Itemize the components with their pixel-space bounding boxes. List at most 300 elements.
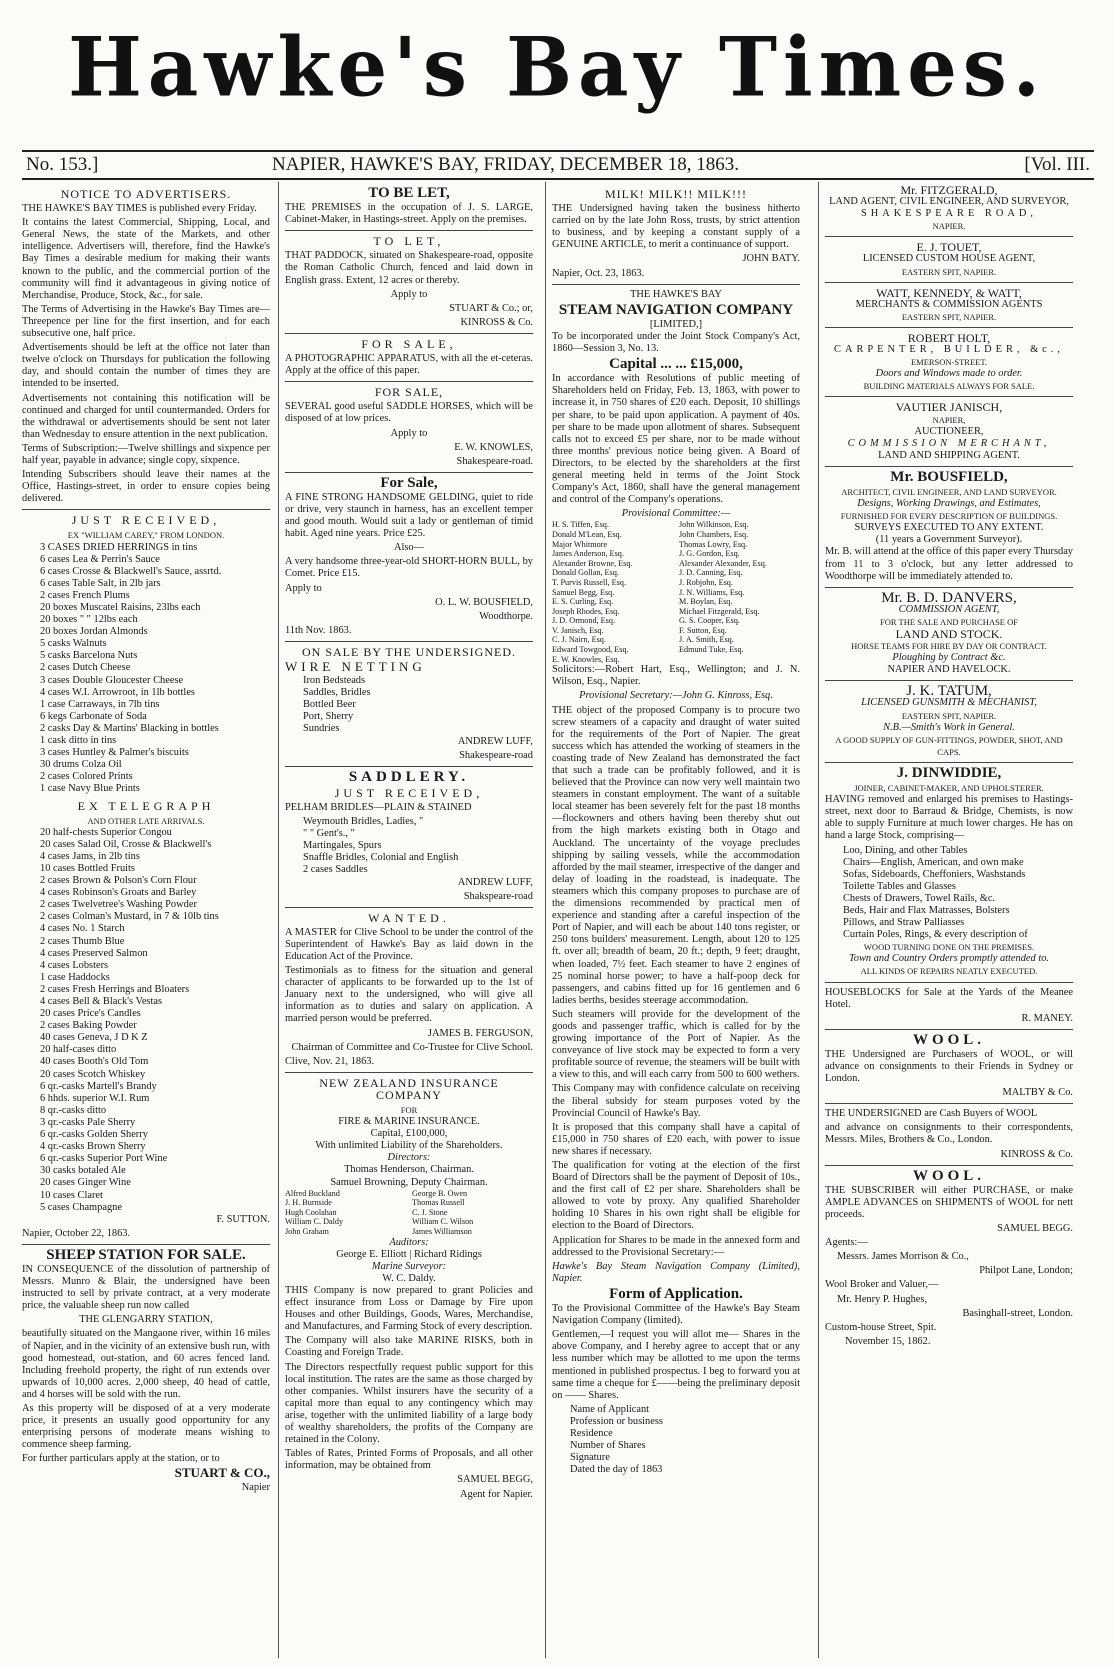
divider	[285, 381, 533, 382]
divider	[285, 766, 533, 767]
ad-text: beautifully situated on the Mangaone river, within 16 miles of Napier, and in the vicinity of an extensive bush run, with good homestead, out-station, and 60 acres fenced land. Including freehold property, the right of run extends over upwards of 10,000 acres. 2,000 sheep, 40 head of cattle, and 4 horses will be sold with the run.	[22, 1328, 270, 1400]
business-name: J. K. TATUM,	[906, 683, 992, 700]
telegraph-heading: EX TELEGRAPH	[77, 798, 215, 813]
ad-text: IN CONSEQUENCE of the dissolution of partnership of Messrs. Munro & Blair, the undersigned have been instructed to sell by private contract, at a very moderate price, the valuable sheep run now called	[22, 1263, 270, 1312]
list-item: 40 cases Booth's Old Tom	[40, 1056, 149, 1068]
steam-capital: Capital ... ... £15,000,	[609, 356, 743, 373]
list-item: 6 qr.-casks Martell's Brandy	[40, 1080, 157, 1092]
deputy-chairman: Samuel Browning, Deputy Chairman.	[330, 1176, 488, 1188]
for-sale-heading: FOR SALE,	[361, 336, 457, 351]
committee-member: Thomas Lowry, Esq.	[679, 539, 748, 549]
list-item: 10 cases Claret	[40, 1189, 103, 1201]
milk-heading: MILK! MILK!! MILK!!!	[605, 187, 747, 201]
wanted-heading: WANTED.	[368, 910, 450, 925]
ad-text: THAT PADDOCK, situated on Shakespeare-road, opposite the Roman Catholic Church, fenced and laid down in English grass. Extent, 12 acres or thereby.	[285, 250, 533, 286]
chairman: Thomas Henderson, Chairman.	[344, 1164, 474, 1176]
business-desc: (11 years a Government Surveyor).	[875, 534, 1023, 546]
business-desc: LICENSED CUSTOM HOUSE AGENT,	[862, 253, 1036, 265]
column-rule	[818, 182, 819, 1658]
list-item: 2 cases Colored Prints	[40, 771, 133, 783]
divider	[285, 472, 533, 473]
surveyor-heading: Marine Surveyor:	[371, 1260, 447, 1272]
committee-member: John Chambers, Esq.	[679, 529, 749, 539]
divider	[825, 327, 1073, 328]
issue-date: NAPIER, HAWKE'S BAY, FRIDAY, DECEMBER 18, 1863.	[272, 154, 739, 175]
list-item: 2 cases Saddles	[303, 864, 368, 876]
business-place: NAPIER.	[932, 221, 966, 232]
ad-text: In accordance with Resolutions of public meeting of Shareholders held on Friday, Feb. 13, 1863, with power to increase it, in 750 shares of £20 each. Deposit, 10 shillings per share, to be paid upon application. A payment of 40s. per share to be made upon allotment of shares. Subsequent calls not to exceed £5 per share, nor to be made without three months' previous notice being given. A Board of Directors, to be elected by the shareholders at the first general meeting held in terms of the Joint Stock Company's Act, 1860, shall have the general management and control of the Company's operations.	[552, 373, 800, 506]
form-field-label: Number of Shares	[570, 1440, 646, 1452]
insurance-for: FOR	[400, 1105, 418, 1115]
business-desc: Designs, Working Drawings, and Estimates,	[857, 498, 1041, 510]
signature: JAMES B. FERGUSON,	[427, 1027, 533, 1039]
list-item: 4 cases Robinson's Groats and Barley	[40, 887, 197, 899]
list-item: 4 cases Preserved Salmon	[40, 947, 148, 959]
business-desc: FURNISHED FOR EVERY DESCRIPTION OF BUILDINGS.	[840, 511, 1058, 522]
steam-heading: STEAM NAVIGATION COMPANY	[558, 301, 794, 318]
director-name: Thomas Russell	[412, 1198, 465, 1208]
ad-text: It is proposed that this company shall have a capital of £15,000 in 750 shares of £20 each, with power to issue new shares if necessary.	[552, 1121, 800, 1157]
ad-text: For further particulars apply at the station, or to	[22, 1453, 220, 1465]
ad-text: Basinghall-street, London.	[962, 1307, 1073, 1319]
list-item: 6 kegs Carbonate of Soda	[40, 710, 147, 722]
signature: Chairman of Committee and Co-Trustee for Clive School.	[291, 1041, 533, 1053]
committee-list	[552, 520, 800, 664]
business-desc: AUCTIONEER,	[914, 425, 984, 437]
committee-member: Alexander Alexander, Esq.	[679, 558, 767, 568]
divider	[825, 1165, 1073, 1166]
signature: R. MANEY.	[1021, 1012, 1073, 1024]
list-item: 2 cases French Plums	[40, 589, 130, 601]
list-item: Loo, Dining, and other Tables	[843, 844, 968, 856]
signature: Shakespeare-road	[459, 749, 533, 761]
business-desc: NAPIER AND HAVELOCK.	[887, 664, 1011, 676]
committee-member: Samuel Begg, Esq.	[552, 587, 615, 597]
telegraph-subheading: AND OTHER LATE ARRIVALS.	[87, 815, 205, 826]
business-name: WATT, KENNEDY, & WATT,	[876, 285, 1022, 300]
notice-text: Advertisements should be left at the office not later than twelve o'clock on Thursdays for publication the following day, and should contain the number of times they are intended to be inserted.	[22, 342, 270, 390]
dateline	[22, 150, 1094, 180]
column-rule	[545, 182, 546, 1658]
divider	[825, 282, 1073, 283]
committee-member: Alexander Browne, Esq.	[552, 558, 633, 568]
ad-text: THE SUBSCRIBER will either PURCHASE, or make AMPLE ADVANCES on SHIPMENTS of WOOL for nett proceeds.	[825, 1184, 1073, 1220]
list-item: 2 cases Dutch Cheese	[40, 662, 131, 674]
ad-text: THE PREMISES in the occupation of J. S. LARGE, Cabinet-Maker, in Hastings-street. Apply on the premises.	[285, 202, 533, 226]
director-name: James Williamson	[412, 1227, 472, 1237]
list-item: Chests of Drawers, Towel Rails, &c.	[843, 892, 996, 904]
directors-heading: Directors:	[387, 1152, 431, 1164]
ad-text: Mr. B. will attend at the office of this paper every Thursday from 11 to 3 o'clock, but any letter addressed to Woodthorpe will be immediately attended to.	[825, 546, 1073, 582]
business-address: EASTERN SPIT, NAPIER.	[901, 710, 997, 721]
list-item: 1 case Haddocks	[40, 971, 110, 983]
list-item: 6 qr.-casks Superior Port Wine	[40, 1153, 168, 1165]
dateline-text: Napier, Oct. 23, 1863.	[552, 267, 645, 279]
business-desc: LAND AND STOCK.	[895, 627, 1003, 641]
list-item: 4 cases Bell & Black's Vestas	[40, 996, 163, 1007]
ad-text: Testimonials as to fitness for the situation and general character of applicants to be forwarded up to the 1st of January next to the undersigned, who will give all information as to duties and salary on application. A married person would be preferred.	[285, 965, 533, 1025]
for-sale-heading: FOR SALE,	[374, 385, 444, 400]
notice-text: The Terms of Advertising in the Hawke's Bay Times are—Threepence per line for the first insertion, and for each subsecutive one, half price.	[22, 303, 270, 340]
sheep-station-heading: SHEEP STATION FOR SALE.	[46, 1246, 246, 1263]
committee-member: J. D. Canning, Esq.	[679, 568, 743, 578]
list-item: WIRE NETTING	[285, 659, 426, 674]
notice-text: Intending Subscribers should leave their names at the Office, Hastings-street, in order to ensure copies being delivered.	[22, 469, 270, 505]
list-item: 2 cases Brown & Polson's Corn Flour	[40, 875, 197, 887]
column-3	[552, 184, 800, 1660]
ad-text: A very handsome three-year-old SHORT-HORN BULL, by Comet. Price £15.	[285, 556, 533, 580]
ad-text: Custom-house Street, Spit.	[825, 1321, 937, 1333]
form-field-label: Residence	[570, 1427, 613, 1439]
list-item: 8 qr.-casks ditto	[40, 1104, 107, 1116]
committee-member: J. A. Smith, Esq.	[679, 635, 734, 645]
business-name: J. DINWIDDIE,	[896, 764, 1002, 781]
ad-text: A PHOTOGRAPHIC APPARATUS, with all the et-ceteras. Apply at the office of this paper.	[285, 353, 533, 377]
ad-text: and advance on consignments to their correspondents, Messrs. Miles, Brothers & Co., London.	[825, 1122, 1073, 1146]
issue-number: No. 153.]	[26, 154, 99, 175]
business-place: NAPIER,	[932, 414, 966, 425]
signature: STUART & Co.; or,	[449, 302, 533, 314]
signature: Shakspeare-road	[463, 890, 533, 902]
list-item: 3 CASES DRIED HERRINGS in tins	[40, 541, 198, 553]
list-item: Snaffle Bridles, Colonial and English	[303, 852, 459, 864]
committee-member: Donald Gollan, Esq.	[552, 568, 619, 578]
notice-heading: NOTICE TO ADVERTISERS.	[60, 187, 232, 201]
business-name: E. J. TOUET,	[916, 240, 982, 255]
list-item: 5 casks Walnuts	[40, 638, 107, 650]
director-name: William C. Wilson	[412, 1217, 474, 1227]
list-item: 2 casks Day & Martins' Blacking in bottles	[40, 722, 219, 734]
committee-member: T. Purvis Russell, Esq.	[552, 577, 626, 587]
list-item: 20 half-chests Superior Congou	[40, 826, 172, 838]
signature: E. W. KNOWLES,	[454, 441, 533, 453]
column-4	[825, 184, 1073, 1660]
station-name: THE GLENGARRY STATION,	[79, 1314, 213, 1326]
committee-member: Donald M'Lean, Esq.	[552, 529, 622, 539]
ad-text: Also—	[393, 542, 425, 554]
newspaper-title: Hawke's Bay Times.	[68, 19, 1046, 116]
list-item: 6 cases Lea & Perrin's Sauce	[40, 553, 160, 565]
committee-member: J. N. Williams, Esq.	[679, 587, 745, 597]
ad-text: To the Provisional Committee of the Hawke's Bay Steam Navigation Company (limited).	[552, 1303, 800, 1327]
apply-text: Apply to	[390, 427, 428, 439]
directors-list	[285, 1189, 533, 1237]
divider	[825, 982, 1073, 983]
signature: Shakespeare-road.	[456, 455, 533, 467]
list-item: Beds, Hair and Flax Matrasses, Bolsters	[843, 904, 1010, 916]
list-item: 2 cases Fresh Herrings and Bloaters	[40, 983, 190, 995]
ad-text: Provisional Secretary:—John G. Kinross, Esq.	[579, 690, 773, 702]
committee-member: Edmund Tuke, Esq.	[679, 645, 744, 655]
list-item: 5 cases Champagne	[40, 1201, 122, 1213]
ad-text: Mr. Henry P. Hughes,	[837, 1293, 928, 1305]
ad-text: Solicitors:—Robert Hart, Esq., Wellington; and J. N. Wilson, Esq., Napier.	[552, 664, 800, 688]
divider	[285, 333, 533, 334]
director-name: Hugh Coolahan	[285, 1207, 337, 1217]
business-address: EASTERN SPIT, NAPIER.	[901, 311, 997, 322]
surveyor: W. C. Daldy.	[382, 1272, 436, 1284]
business-desc: ALL KINDS OF REPAIRS NEATLY EXECUTED.	[860, 966, 1038, 977]
list-item: 2 cases Baking Powder	[40, 1020, 137, 1032]
committee-member: Edward Towgood, Esq.	[552, 645, 629, 655]
business-desc: ARCHITECT, CIVIL ENGINEER, AND LAND SURVEYOR.	[841, 486, 1057, 497]
steam-preheading: THE HAWKE'S BAY	[630, 288, 722, 300]
insurance-heading: NEW ZEALAND INSURANCE COMPANY	[319, 1075, 499, 1102]
ad-text: A FINE STRONG HANDSOME GELDING, quiet to ride or drive, very staunch in harness, has an excellent temper and good mouth. Would suit a lady or gentleman of timid habit. Aged nine years. Price £25.	[285, 491, 533, 540]
director-name: George B. Owen	[412, 1188, 468, 1198]
committee-member: Major Whitmore	[552, 539, 608, 549]
form-field-label: Profession or business	[570, 1415, 663, 1427]
column-rule	[278, 182, 279, 1658]
business-desc: FOR THE SALE AND PURCHASE OF	[880, 616, 1018, 627]
business-desc: COMMISSION MERCHANT,	[847, 437, 1051, 449]
divider	[22, 509, 270, 510]
business-desc: CARPENTER, BUILDER, &c.,	[834, 344, 1064, 356]
business-address: SHAKESPEARE ROAD,	[861, 208, 1037, 220]
director-name: Alfred Buckland	[285, 1188, 340, 1198]
business-desc: Ploughing by Contract &c.	[892, 652, 1006, 664]
to-let-heading: TO LET,	[373, 234, 445, 249]
committee-member: Joseph Rhodes, Esq.	[552, 606, 620, 616]
signature: Agent for Napier.	[460, 1488, 533, 1500]
signature: JOHN BATY.	[742, 253, 800, 265]
list-item: 20 boxes Muscatel Raisins, 23lbs each	[40, 602, 201, 613]
just-received-subheading: EX "WILLIAM CAREY," FROM LONDON.	[67, 530, 225, 541]
business-desc: WOOD TURNING DONE ON THE PREMISES.	[863, 942, 1035, 953]
ad-text: Hawke's Bay Steam Navigation Company (Limited), Napier.	[552, 1260, 800, 1284]
for-sale-heading: For Sale,	[380, 474, 438, 491]
list-item: Curtain Poles, Rings, & every description of	[843, 929, 1028, 941]
ad-text: Messrs. James Morrison & Co.,	[837, 1251, 969, 1263]
committee-member: H. S. Tiffen, Esq.	[552, 520, 609, 530]
ad-text: THE Undersigned having taken the business hitherto carried on by the late John Ross, trusts, by strict attention to business, and by keeping a constant supply of a GENUINE ARTICLE, to merit a continuance of support.	[552, 203, 800, 251]
list-item: Port, Sherry	[303, 711, 354, 723]
form-heading: Form of Application.	[609, 1285, 743, 1302]
business-desc: A GOOD SUPPLY OF GUN-FITTINGS, POWDER, SHOT, AND CAPS.	[835, 734, 1063, 757]
list-item: 3 cases Double Gloucester Cheese	[40, 674, 184, 686]
apply-text: Apply to	[285, 582, 322, 594]
dateline-text: 11th Nov. 1863.	[285, 624, 352, 636]
list-item: 1 case Carraways, in 7lb tins	[40, 698, 160, 710]
business-name: VAUTIER JANISCH,	[895, 400, 1003, 415]
business-desc: N.B.—Smith's Work in General.	[883, 721, 1015, 733]
divider	[285, 230, 533, 231]
business-desc: LAND AGENT, CIVIL ENGINEER, AND SURVEYOR,	[829, 196, 1069, 208]
apply-text: Apply to	[390, 288, 428, 300]
form-fields	[552, 1404, 800, 1477]
business-desc: HORSE TEAMS FOR HIRE BY DAY OR CONTRACT.	[851, 641, 1047, 652]
notice-text: It contains the latest Commercial, Shipping, Local, and General News, the state of the Markets, and other intelligence. Advertisers will, therefore, find the Hawke's Bay Times a desirable medium for making their wants known to the public, and the commercial portion of the community will find it advantageous in giving notice of Merchandise, Produce, Stock, &c., for sale.	[22, 217, 270, 301]
divider	[22, 1244, 270, 1245]
list-item: 6 hhds. superior W.I. Rum	[40, 1092, 150, 1104]
committee-member: E. W. Knowles, Esq.	[552, 654, 620, 664]
list-item: 10 cases Bottled Fruits	[40, 862, 135, 874]
divider	[825, 466, 1073, 467]
committee-heading: Provisional Committee:—	[621, 508, 731, 520]
divider	[825, 1103, 1073, 1104]
divider	[825, 236, 1073, 237]
list-item: 2 cases Twelvetree's Washing Powder	[40, 899, 197, 911]
signature: STUART & CO.,	[174, 1465, 270, 1481]
just-received-heading: JUST RECEIVED,	[71, 513, 221, 528]
signature: KINROSS & Co.	[460, 316, 533, 328]
divider	[285, 641, 533, 642]
ad-text: THE UNDERSIGNED are Cash Buyers of WOOL	[825, 1108, 1038, 1120]
list-item: 1 cask ditto in tins	[40, 735, 117, 747]
list-item: 20 half-cases ditto	[40, 1044, 117, 1056]
ad-text: The Company will also take MARINE RISKS, both in Coasting and Foreign Trade.	[285, 1335, 533, 1359]
masthead	[0, 8, 1114, 128]
steam-limited: [LIMITED,]	[649, 318, 703, 330]
ad-text: Gentlemen,—I request you will allot me— Shares in the above Company, and I hereby agree to accept that or any less number which may be allotted to me upon the terms mentioned in published prospectus. I beg to forward you at same time a cheque for £——being the preliminary deposit on —— Shares.	[552, 1329, 800, 1401]
list-item: 3 qr.-casks Pale Sherry	[40, 1116, 136, 1128]
signature: F. SUTTON.	[216, 1213, 270, 1225]
list-item: 30 casks botaled Ale	[40, 1165, 126, 1177]
list-item: Saddles, Bridles	[303, 687, 371, 699]
list-item: 3 cases Huntley & Palmer's biscuits	[40, 747, 189, 759]
list-item: 6 qr.-casks Golden Sherry	[40, 1129, 148, 1141]
committee-member: John Wilkinson, Esq.	[679, 520, 749, 530]
list-item: 4 qr.-casks Brown Sherry	[40, 1141, 146, 1153]
saddlery-heading: SADDLERY.	[348, 768, 470, 785]
list-item: Pillows, and Straw Palliasses	[843, 917, 965, 929]
column-1	[22, 184, 270, 1660]
list-item: 20 cases Ginger Wine	[40, 1177, 131, 1189]
committee-member: J. Robjohn, Esq.	[679, 577, 733, 587]
list-item: Sundries	[303, 723, 340, 735]
ad-text: The Directors respectfully request public support for this local institution. The rates are the same as those charged by other companies. Whilst insurers have the security of a capital more than equal to any contingency which may arise, together with the unlimited liability of a large body of wealthy shareholders, the profits of the Company are retained in the Colony.	[285, 1361, 533, 1446]
list-item: Sofas, Sideboards, Cheffoniers, Washstands	[843, 868, 1026, 880]
signature: ANDREW LUFF,	[457, 876, 533, 888]
on-sale-heading: ON SALE BY THE UNDERSIGNED.	[302, 644, 516, 659]
list-item: 20 boxes " " 12lbs each	[40, 614, 138, 626]
wool-heading: WOOL.	[912, 1167, 986, 1184]
ad-text: SEVERAL good useful SADDLE HORSES, which will be disposed of at low prices.	[285, 401, 533, 425]
divider	[285, 1072, 533, 1073]
business-name: Mr. BOUSFIELD,	[890, 468, 1008, 485]
committee-member: E. S. Curling, Esq.	[552, 597, 614, 607]
dateline-text: November 15, 1862.	[845, 1335, 931, 1347]
saddlery-subheading: JUST RECEIVED,	[334, 785, 484, 800]
on-sale-list	[285, 675, 533, 735]
list-item: Toilette Tables and Glasses	[843, 880, 956, 892]
signature: Woodthorpe.	[479, 610, 533, 622]
committee-member: M. Boylan, Esq.	[679, 597, 733, 607]
business-desc: MERCHANTS & COMMISSION AGENTS	[855, 298, 1043, 310]
insurance-subheading: FIRE & MARINE INSURANCE.	[338, 1116, 480, 1128]
committee-member: F. Sutton, Esq.	[679, 625, 727, 635]
place-text: Napier	[241, 1481, 270, 1493]
notice-text: Advertisements not containing this notification will be continued and charged for until countermanded. Orders for the withdrawal or advertisements should be sent not later than Wednesday to ensure attention in the next publication.	[22, 392, 270, 440]
ad-text: HOUSEBLOCKS for Sale at the Yards of the Meanee Hotel.	[825, 986, 1073, 1010]
ad-text: Agents:—	[825, 1237, 868, 1249]
insurance-liability: With unlimited Liability of the Shareholders.	[315, 1140, 503, 1152]
committee-member: J. D. Ormond, Esq.	[552, 616, 615, 626]
business-name: Mr. B. D. DANVERS,	[881, 589, 1017, 606]
business-desc: Town and Country Orders promptly attended to.	[848, 953, 1050, 965]
list-item: 1 case Navy Blue Prints	[40, 783, 140, 795]
signature: SAMUEL BEGG.	[997, 1223, 1073, 1235]
wool-heading: WOOL.	[912, 1031, 986, 1048]
director-name: J. H. Burnside	[285, 1198, 332, 1208]
committee-member: C. J. Nairn, Esq.	[552, 635, 606, 645]
list-item: 6 cases Crosse & Blackwell's Sauce, assrtd.	[40, 565, 222, 577]
list-item: 20 cases Price's Candles	[40, 1008, 141, 1020]
list-item: 5 casks Barcelona Nuts	[40, 650, 138, 662]
volume-number: [Vol. III.	[1024, 154, 1090, 175]
form-field-label: Signature	[570, 1452, 610, 1464]
auditors: George E. Elliott | Richard Ridings	[336, 1248, 482, 1260]
business-desc: LICENSED GUNSMITH & MECHANIST,	[861, 697, 1037, 709]
list-item: 20 cases Salad Oil, Crosse & Blackwell's	[40, 838, 212, 850]
telegraph-list	[22, 827, 270, 1214]
ad-text: A MASTER for Clive School to be under the control of the Superintendent of Hawke's Bay as laid down in the Education Act of the Province.	[285, 926, 533, 962]
list-item: Weymouth Bridles, Ladies, "	[303, 816, 424, 828]
list-item: 30 drums Colza Oil	[40, 759, 122, 771]
list-item: Martingales, Spurs	[303, 840, 382, 852]
signature: MALTBY & Co.	[1002, 1087, 1073, 1099]
list-item: 2 cases Thumb Blue	[40, 935, 125, 947]
insurance-capital: Capital, £100,000,	[370, 1128, 448, 1140]
committee-member: V. Janisch, Esq.	[552, 625, 604, 635]
list-item: 40 cases Geneva, J D K Z	[40, 1032, 148, 1044]
director-name: C. J. Stone	[412, 1207, 448, 1217]
notice-text: Terms of Subscription:—Twelve shillings and sixpence per half year, payable in advance; single copy, sixpence.	[22, 442, 270, 466]
to-be-let-heading: TO BE LET,	[368, 185, 450, 201]
director-name: William C. Daldy	[285, 1217, 344, 1227]
list-item: 20 cases Scotch Whiskey	[40, 1068, 146, 1080]
ad-text: Application for Shares to be made in the annexed form and addressed to the Provisional Secretary:—	[552, 1234, 800, 1258]
ad-text: Philpot Lane, London;	[979, 1265, 1073, 1277]
ad-text: Wool Broker and Valuer,—	[825, 1279, 939, 1291]
just-received-list	[22, 542, 270, 796]
business-name: ROBERT HOLT,	[907, 330, 991, 345]
list-item: Bottled Beer	[303, 699, 356, 711]
divider	[552, 284, 800, 285]
list-item: 6 cases Table Salt, in 2lb jars	[40, 577, 161, 589]
list-item: Iron Bedsteads	[303, 675, 366, 687]
committee-member: James Anderson, Esq.	[552, 549, 624, 559]
list-item: 4 cases Lobsters	[40, 959, 109, 971]
divider	[825, 587, 1073, 588]
divider	[825, 762, 1073, 763]
committee-member: J. G. Gordon, Esq.	[679, 549, 740, 559]
ad-text: This Company may with confidence calculate on receiving the liberal subsidy for steam purposes voted by the Provincial Council of Hawke's Bay.	[552, 1083, 800, 1119]
business-desc: SURVEYS EXECUTED TO ANY EXTENT.	[854, 522, 1044, 534]
list-item: 2 cases Colman's Mustard, in 7 & 10lb tins	[40, 911, 219, 923]
signature: SAMUEL BEGG,	[457, 1474, 533, 1486]
form-field-label: Name of Applicant	[570, 1403, 650, 1415]
form-field-label: Dated the day of 1863	[570, 1464, 663, 1476]
ad-text: THE object of the proposed Company is to procure two screw steamers of a capacity and draught of water suited for the requirements of the Port of Napier. The great success which has attended the working of steamers in the coasting trade of New Zealand has demonstrated the fact that such a trade can be profitably followed, and it is believed that the Province can now very well maintain two steamers in constant employment. The want of a suitable local steamer has been severely felt for the past 18 months—flockowners and others having been thereby shut out from the high markets existing both in Otago and Auckland. The uncertainty of the voyage precludes shipping by sailing vessels, while the accommodation afforded by the mail steamer, irrespective of the danger and delay of loading in the roadstead, is inadequate. The steamers which this company proposes to purchase are of the dimensions recommended by practical men of experience and standing after a careful inspection of the Port of Napier, and will each be about 140 tons register, or 250 tons builders' measurement. Length, about 120 to 125 ft. over all; breadth of beam, 20 ft.; depth, 9 feet; draught, when loaded, 7½ feet. Each steamer to have 2 engines of 25 nominal horse power; to have a half-poop deck for passengers, and cabins fitted up for 16 gentlemen and 6 ladies berths, besides steerage accommodation.	[552, 704, 800, 1006]
business-desc: BUILDING MATERIALS ALWAYS FOR SALE.	[863, 381, 1035, 392]
list-item: 4 cases No. 1 Starch	[40, 923, 125, 935]
list-item: 4 cases Jams, in 2lb tins	[40, 850, 140, 862]
business-desc: Doors and Windows made to order.	[875, 368, 1023, 380]
dateline-text: Napier, October 22, 1863.	[22, 1227, 131, 1239]
list-item: " " Gent's., "	[303, 828, 355, 840]
ad-text: The qualification for voting at the election of the first Board of Directors shall be the payment of Deposit of 10s., and the first call of £2 per share. Shareholders shall be allowed to vote by proxy. Any qualified Shareholder holding 10 Shares in his own right shall be eligible for election to the Board of Directors.	[552, 1160, 800, 1232]
saddlery-list	[285, 816, 533, 876]
business-address: EMERSON-STREET.	[910, 357, 988, 368]
ad-text: Such steamers will provide for the development of the goods and passenger traffic, which is called for by the growing importance of the Port of Napier. As the conveyance of live stock may be expected to form a very profitable source of revenue, the steamers will be built with a view to this, and will each carry from 500 to 600 wethers.	[552, 1008, 800, 1081]
signature: KINROSS & Co.	[1000, 1148, 1073, 1160]
signature: O. L. W. BOUSFIELD,	[435, 596, 533, 608]
list-item: 4 cases W.I. Arrowroot, in 1lb bottles	[40, 686, 195, 698]
list-item: 20 boxes Jordan Almonds	[40, 626, 148, 638]
committee-member: Michael Fitzgerald, Esq.	[679, 606, 760, 616]
list-item: Chairs—English, American, and own make	[843, 856, 1024, 868]
